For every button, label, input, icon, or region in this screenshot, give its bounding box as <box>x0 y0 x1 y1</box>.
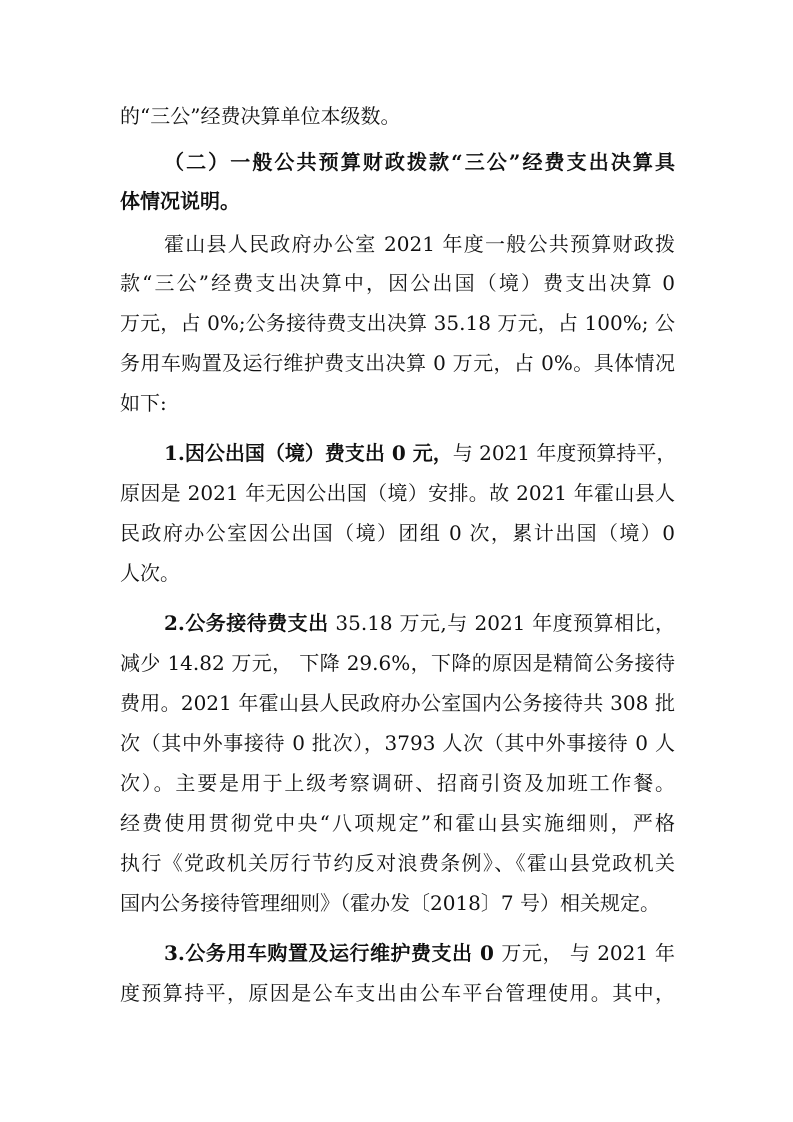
item-1-line <box>164 441 675 465</box>
paragraph-line: 度预算持平，原因是公车支出由公车平台管理使用。其中， <box>120 981 675 1005</box>
paragraph-line: 霍山县人民政府办公室 2021 年度一般公共预算财政拨 <box>164 232 675 256</box>
paragraph-line: 费用。2021 年霍山县人民政府办公室国内公务接待共 308 批 <box>120 691 675 715</box>
text-line: 的“三公”经费决算单位本级数。 <box>120 104 401 128</box>
paragraph-line: 民政府办公室因公出国（境）团组 0 次，累计出国（境）0 <box>120 521 675 545</box>
paragraph-line: 执行《党政机关厉行节约反对浪费条例》、《霍山县党政机关 <box>120 851 675 875</box>
section-heading: （二）一般公共预算财政拨款“三公”经费支出决算具 <box>164 150 675 174</box>
paragraph-line: 如下: <box>120 391 167 415</box>
paragraph-line: 万元，占 0%;公务接待费支出决算 35.18 万元，占 100%; 公 <box>120 311 675 335</box>
paragraph-line: 次（其中外事接待 0 批次），3793 人次（其中外事接待 0 人 <box>120 731 675 755</box>
paragraph-line: 减少 14.82 万元， 下降 29.6%，下降的原因是精简公务接待 <box>120 651 675 675</box>
paragraph-line: 国内公务接待管理细则》（霍办发〔2018〕7 号）相关规定。 <box>120 891 660 915</box>
paragraph-line: 原因是 2021 年无因公出国（境）安排。故 2021 年霍山县人 <box>120 481 675 505</box>
paragraph-line: 务用车购置及运行维护费支出决算 0 万元，占 0%。具体情况 <box>120 351 675 375</box>
item-3-lead: 3.公务用车购置及运行维护费支出 0 <box>164 941 502 965</box>
paragraph-line: 次）。主要是用于上级考察调研、招商引资及加班工作餐。 <box>120 771 675 795</box>
item-2-lead: 2.公务接待费支出 <box>164 611 329 635</box>
section-heading-cont: 体情况说明。 <box>120 189 240 213</box>
paragraph-line: 款“三公”经费支出决算中，因公出国（境）费支出决算 0 <box>120 271 675 295</box>
paragraph-line: 经费使用贯彻党中央“八项规定”和霍山县实施细则，严格 <box>120 811 675 835</box>
item-1-rest: 与 2021 年度预算持平， <box>452 441 677 465</box>
item-2-line <box>164 611 675 635</box>
item-3-rest: 万元， 与 2021 年 <box>501 941 675 965</box>
paragraph-line: 人次。 <box>120 561 180 585</box>
item-2-rest: 35.18 万元,与 2021 年度预算相比， <box>328 611 675 635</box>
item-3-line <box>164 941 675 965</box>
item-1-lead: 1.因公出国（境）费支出 0 元， <box>164 441 453 465</box>
